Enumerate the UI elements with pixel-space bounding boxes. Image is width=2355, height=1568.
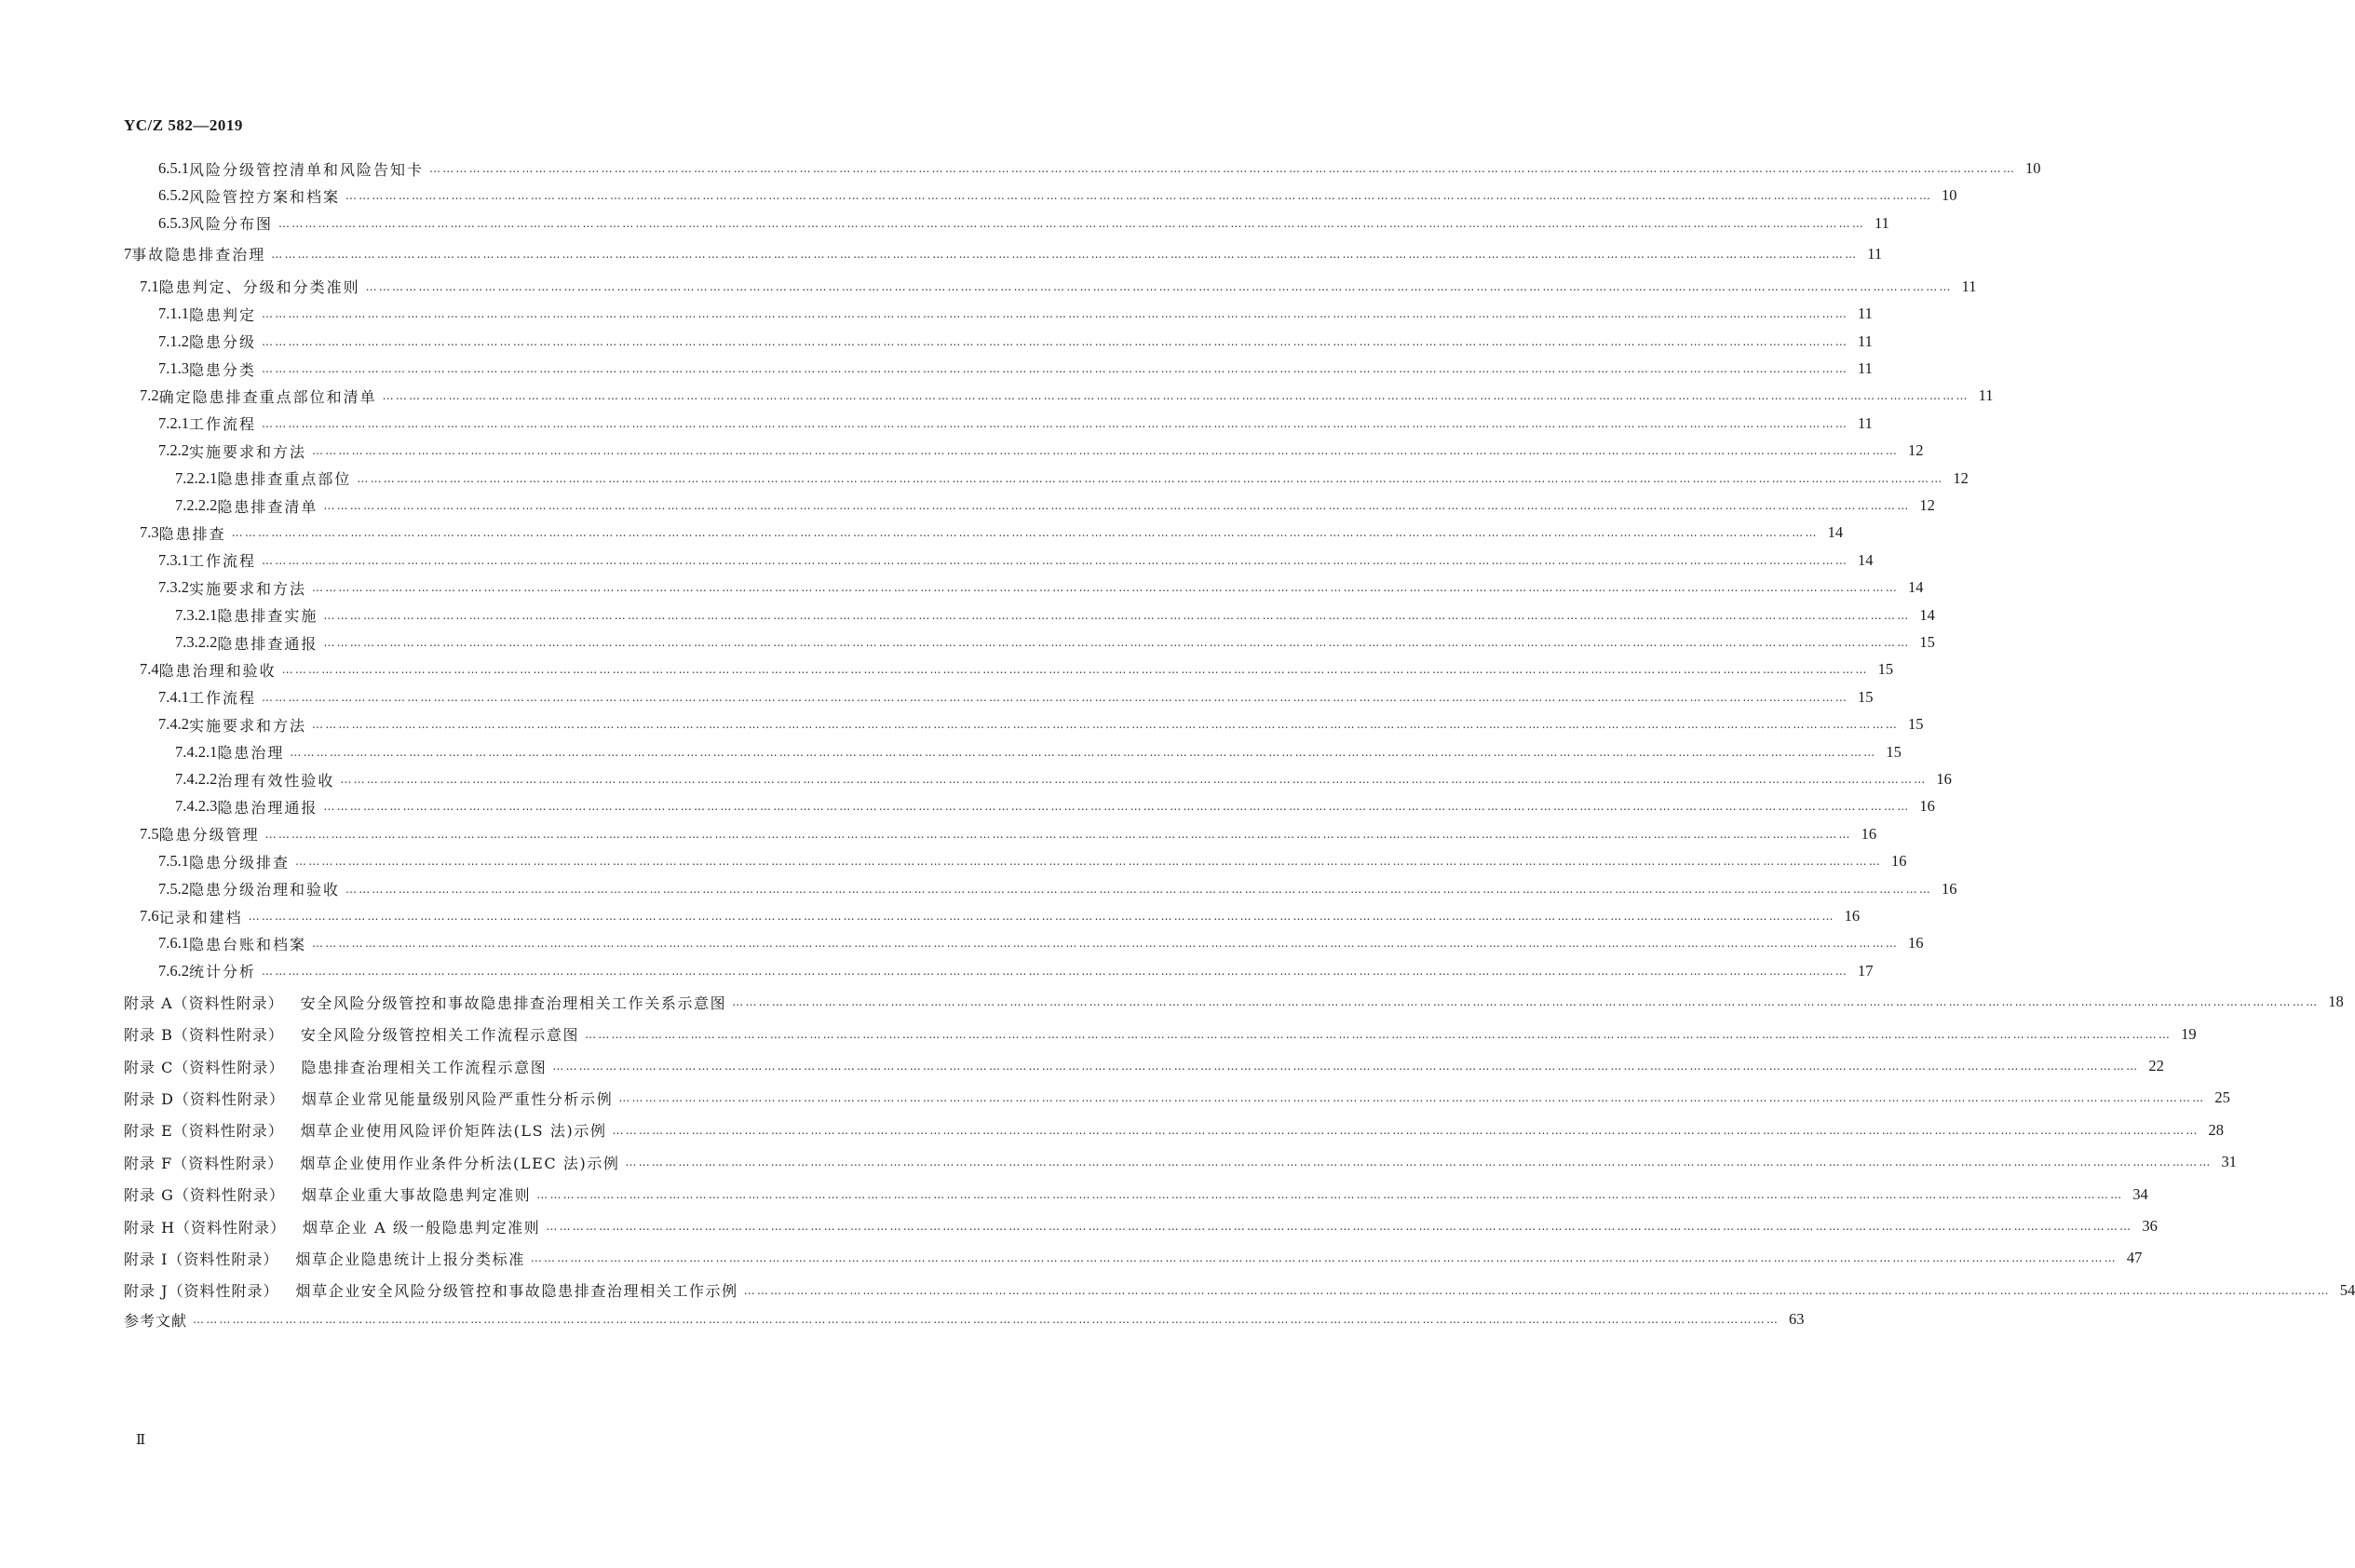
appendix-entry[interactable]	[124, 1183, 2148, 1207]
dot-leader: ………………………………………………………………………………………………………………………………………………………………………………………………………………………………………………………………………………………………………………………………	[340, 773, 1928, 786]
appendix-title: 烟草企业 A 级一般隐患判定准则	[303, 1218, 541, 1237]
toc-entry-number: 7.2.1	[158, 413, 189, 432]
dot-leader: ………………………………………………………………………………………………………………………………………………………………………………………………………………………………………………………………………………………………………………………………	[546, 1220, 2133, 1233]
toc-entry-page: 15	[1919, 633, 1935, 651]
toc-entry[interactable]	[140, 657, 1894, 682]
toc-entry-page: 16	[1844, 907, 1861, 925]
toc-entry[interactable]	[140, 384, 1994, 408]
toc-entry-number: 7.4.2.1	[175, 742, 218, 761]
dot-leader: ………………………………………………………………………………………………………………………………………………………………………………………………………………………………………………………………………………………………………………………………	[312, 718, 1900, 732]
dot-leader: ………………………………………………………………………………………………………………………………………………………………………………………………………………………………………………………………………………………………………………………………	[262, 553, 1849, 567]
appendix-entry[interactable]	[124, 1278, 2355, 1303]
toc-entry[interactable]	[175, 794, 1935, 818]
dot-leader: ………………………………………………………………………………………………………………………………………………………………………………………………………………………………………………………………………………………………………………………………	[262, 690, 1849, 704]
toc-entry-title: 隐患治理通报	[217, 798, 318, 817]
toc-entry-number: 7.1.1	[158, 304, 189, 323]
appendix-title: 隐患排查治理相关工作流程示意图	[301, 1058, 548, 1076]
toc-entry[interactable]	[158, 412, 1873, 436]
appendix-label: 附录 F（资料性附录）	[124, 1154, 284, 1172]
toc-entry-title: 事故隐患排查治理	[131, 246, 266, 264]
dot-leader: ………………………………………………………………………………………………………………………………………………………………………………………………………………………………………………………………………………………………………………………………	[345, 189, 1933, 203]
toc-entry-page: 11	[1858, 413, 1873, 432]
dot-leader: ………………………………………………………………………………………………………………………………………………………………………………………………………………………………………………………………………………………………………………………………	[271, 247, 1859, 261]
dot-leader: ………………………………………………………………………………………………………………………………………………………………………………………………………………………………………………………………………………………………………………………………	[625, 1156, 2213, 1169]
toc-entry[interactable]	[158, 330, 1873, 354]
toc-entry-page: 15	[1877, 660, 1894, 679]
toc-entry[interactable]	[124, 242, 1883, 266]
appendix-entry[interactable]	[124, 1086, 2230, 1110]
toc-entry-title: 隐患分级治理和验收	[189, 881, 341, 899]
dot-leader: ………………………………………………………………………………………………………………………………………………………………………………………………………………………………………………………………………………………………………………………………	[357, 471, 1944, 485]
toc-entry-number: 7.4.2.3	[175, 797, 218, 816]
toc-entry-page: 11	[1867, 244, 1883, 263]
appendix-page: 18	[2328, 993, 2344, 1011]
appendix-title: 烟草企业使用风险评价矩阵法(LS 法)示例	[300, 1122, 607, 1141]
toc-entry-number: 7.3	[140, 523, 159, 542]
toc-entry[interactable]	[158, 931, 1924, 955]
appendix-entry[interactable]	[124, 1054, 2164, 1078]
appendix-label: 附录 C（资料性附录）	[124, 1058, 285, 1076]
dot-leader: ………………………………………………………………………………………………………………………………………………………………………………………………………………………………………………………………………………………………………………………………	[295, 855, 1883, 869]
appendix-entry[interactable]	[124, 1118, 2225, 1142]
toc-entry-number: 7.3.2	[158, 578, 189, 597]
toc-entry[interactable]	[158, 575, 1924, 600]
toc-entry-page: 17	[1858, 961, 1874, 980]
toc-entry-title: 隐患排查清单	[217, 497, 318, 516]
toc-entry[interactable]	[175, 740, 1902, 764]
toc-entry-number: 7.3.1	[158, 550, 189, 569]
dot-leader: ………………………………………………………………………………………………………………………………………………………………………………………………………………………………………………………………………………………………………………………………	[278, 216, 1866, 230]
appendix-label: 附录 E（资料性附录）	[124, 1122, 284, 1141]
dot-leader: ………………………………………………………………………………………………………………………………………………………………………………………………………………………………………………………………………………………………………………………………	[365, 279, 1953, 293]
toc-entry-number: 7.6	[140, 907, 159, 925]
toc-entry-page: 16	[1908, 934, 1924, 953]
appendix-title: 烟草企业常见能量级别风险严重性分析示例	[301, 1089, 614, 1108]
toc-entry[interactable]	[158, 211, 1889, 236]
toc-entry-title: 隐患排查	[158, 524, 226, 543]
toc-entry-title: 统计分析	[189, 963, 257, 981]
appendix-page: 28	[2208, 1120, 2225, 1139]
toc-entry-title: 隐患分类	[189, 360, 257, 379]
appendix-entry[interactable]	[124, 990, 2344, 1014]
toc-entry-title: 工作流程	[189, 552, 257, 571]
toc-entry-title: 治理有效性验收	[217, 771, 335, 790]
toc-entry-number: 7.4.2.2	[175, 770, 218, 788]
toc-entry-number: 7.6.1	[158, 934, 189, 953]
toc-entry[interactable]	[158, 357, 1873, 381]
toc-entry[interactable]	[175, 466, 1969, 491]
dot-leader: ………………………………………………………………………………………………………………………………………………………………………………………………………………………………………………………………………………………………………………………………	[312, 937, 1900, 951]
dot-leader: ………………………………………………………………………………………………………………………………………………………………………………………………………………………………………………………………………………………………………………………………	[530, 1251, 2118, 1265]
appendix-title: 烟草企业使用作业条件分析法(LEC 法)示例	[300, 1154, 620, 1172]
toc-entry-number: 7.1.3	[158, 359, 189, 377]
toc-entry-page: 11	[1875, 213, 1889, 232]
appendix-page: 31	[2221, 1153, 2238, 1171]
toc-entry-page: 16	[1936, 770, 1952, 788]
toc-entry-number: 7.2	[140, 386, 159, 405]
toc-entry[interactable]	[158, 156, 2041, 181]
toc-entry-number: 7.3.2.1	[175, 605, 218, 624]
dot-leader: ………………………………………………………………………………………………………………………………………………………………………………………………………………………………………………………………………………………………………………………………	[312, 581, 1900, 595]
appendix-entry[interactable]	[124, 1022, 2197, 1047]
appendix-page: 36	[2142, 1217, 2158, 1235]
appendix-title: 烟草企业安全风险分级管控和事故隐患排查治理相关工作示例	[295, 1282, 738, 1301]
appendix-page: 34	[2132, 1184, 2148, 1203]
toc-entry-number: 7.2.2.1	[175, 468, 218, 487]
dot-leader: ………………………………………………………………………………………………………………………………………………………………………………………………………………………………………………………………………………………………………………………………	[382, 389, 1969, 403]
appendix-title: 烟草企业重大事故隐患判定准则	[301, 1186, 532, 1205]
dot-leader: ………………………………………………………………………………………………………………………………………………………………………………………………………………………………………………………………………………………………………………………………	[323, 800, 1911, 814]
dot-leader: ………………………………………………………………………………………………………………………………………………………………………………………………………………………………………………………………………………………………………………………………	[552, 1060, 2140, 1073]
toc-entry-page: 16	[1942, 879, 1957, 898]
toc-entry-title: 隐患台账和档案	[189, 935, 307, 953]
toc-entry[interactable]	[175, 767, 1952, 791]
toc-entry-page: 11	[1858, 359, 1873, 377]
toc-entry-page: 14	[1908, 578, 1924, 597]
appendix-page: 54	[2339, 1280, 2355, 1299]
toc-entry-title: 隐患判定、分级和分类准则	[158, 278, 360, 297]
toc-entry-title: 实施要求和方法	[189, 579, 307, 598]
appendix-label: 附录 H（资料性附录）	[124, 1218, 287, 1237]
toc-entry-page: 11	[1858, 331, 1873, 350]
toc-entry[interactable]	[175, 603, 1935, 628]
toc-entry-title: 风险分布图	[189, 215, 274, 234]
toc-entry-page: 15	[1908, 715, 1924, 734]
toc-entry-number: 7.2.2.2	[175, 496, 218, 514]
toc-entry[interactable]	[140, 822, 1877, 846]
dot-leader: ………………………………………………………………………………………………………………………………………………………………………………………………………………………………………………………………………………………………………………………………	[262, 416, 1849, 430]
appendix-label: 附录 I（资料性附录）	[124, 1250, 279, 1268]
appendix-label: 附录 G（资料性附录）	[124, 1186, 285, 1205]
toc-entry[interactable]	[158, 183, 1957, 208]
toc-entry-number: 7.5.1	[158, 852, 189, 871]
page-number: Ⅱ	[136, 1433, 146, 1448]
toc-entry[interactable]	[140, 904, 1861, 928]
toc-entry[interactable]	[140, 275, 1977, 299]
toc-entry-page: 15	[1858, 687, 1874, 706]
appendix-entry[interactable]	[124, 1246, 2143, 1270]
toc-entry-page: 11	[1961, 277, 1977, 295]
dot-leader: ………………………………………………………………………………………………………………………………………………………………………………………………………………………………………………………………………………………………………………………………	[429, 162, 2017, 175]
toc-entry-number: 7.1	[140, 277, 159, 295]
toc-entry-title: 隐患分级	[189, 333, 257, 352]
toc-entry-page: 15	[1886, 742, 1902, 761]
appendix-label: 附录 B（资料性附录）	[124, 1026, 284, 1045]
toc-entry-title: 隐患治理和验收	[158, 661, 277, 680]
dot-leader: ………………………………………………………………………………………………………………………………………………………………………………………………………………………………………………………………………………………………………………………………	[618, 1091, 2206, 1105]
appendix-label: 附录 D（资料性附录）	[124, 1089, 285, 1108]
dot-leader: ………………………………………………………………………………………………………………………………………………………………………………………………………………………………………………………………………………………………………………………………	[323, 499, 1911, 512]
dot-leader: ………………………………………………………………………………………………………………………………………………………………………………………………………………………………………………………………………………………………………………………………	[743, 1283, 2331, 1297]
toc-entry-page: 14	[1858, 550, 1874, 569]
toc-entry[interactable]	[175, 493, 1935, 518]
toc-entry-title: 风险管控方案和档案	[189, 187, 341, 206]
toc-entry[interactable]	[175, 630, 1935, 655]
toc-entry-page: 10	[1942, 186, 1957, 205]
toc-entry-page: 12	[1908, 441, 1924, 460]
references-page: 63	[1789, 1310, 1805, 1329]
dot-leader: ………………………………………………………………………………………………………………………………………………………………………………………………………………………………………………………………………………………………………………………………	[281, 663, 1869, 677]
toc-entry-number: 7.2.2	[158, 441, 189, 460]
references-title: 参考文献	[124, 1311, 188, 1330]
dot-leader: ………………………………………………………………………………………………………………………………………………………………………………………………………………………………………………………………………………………………………………………………	[262, 964, 1849, 978]
appendix-entry[interactable]	[124, 1214, 2158, 1238]
dot-leader: ………………………………………………………………………………………………………………………………………………………………………………………………………………………………………………………………………………………………………………………………	[536, 1187, 2124, 1201]
dot-leader: ………………………………………………………………………………………………………………………………………………………………………………………………………………………………………………………………………………………………………………………………	[345, 882, 1933, 896]
appendix-page: 25	[2214, 1088, 2230, 1107]
toc-entry-number: 6.5.2	[158, 186, 189, 205]
toc-entry-page: 10	[2025, 159, 2041, 177]
toc-entry-title: 隐患判定	[189, 305, 257, 324]
dot-leader: ………………………………………………………………………………………………………………………………………………………………………………………………………………………………………………………………………………………………………………………………	[262, 334, 1849, 348]
toc-entry-title: 隐患排查重点部位	[217, 470, 352, 489]
toc-entry[interactable]	[158, 712, 1924, 737]
toc-entry-number: 7	[124, 244, 132, 263]
dot-leader: ………………………………………………………………………………………………………………………………………………………………………………………………………………………………………………………………………………………………………………………………	[264, 827, 1852, 841]
appendix-page: 19	[2181, 1024, 2197, 1043]
toc-entry-number: 6.5.3	[158, 213, 189, 232]
toc-entry-page: 14	[1827, 523, 1844, 542]
toc-entry-page: 16	[1861, 824, 1877, 843]
toc-entry-page: 16	[1891, 852, 1907, 871]
toc-entry-page: 14	[1919, 605, 1935, 624]
toc-entry-title: 工作流程	[189, 689, 257, 708]
toc-entry[interactable]	[158, 439, 1924, 463]
appendix-entry[interactable]	[124, 1150, 2238, 1174]
toc-entry-number: 6.5.1	[158, 159, 189, 177]
dot-leader: ………………………………………………………………………………………………………………………………………………………………………………………………………………………………………………………………………………………………………………………………	[231, 526, 1819, 540]
toc-entry-number: 7.6.2	[158, 961, 189, 980]
dot-leader: ………………………………………………………………………………………………………………………………………………………………………………………………………………………………………………………………………………………………………………………………	[732, 995, 2320, 1009]
dot-leader: ………………………………………………………………………………………………………………………………………………………………………………………………………………………………………………………………………………………………………………………………	[323, 608, 1911, 622]
toc-entry-page: 11	[1858, 304, 1873, 323]
dot-leader: ………………………………………………………………………………………………………………………………………………………………………………………………………………………………………………………………………………………………………………………………	[248, 910, 1835, 923]
appendix-title: 烟草企业隐患统计上报分类标准	[295, 1250, 525, 1268]
toc-entry-title: 记录和建档	[158, 908, 243, 926]
toc-entry-title: 隐患排查实施	[217, 607, 318, 626]
toc-entry-title: 隐患排查通报	[217, 634, 318, 653]
appendix-title: 安全风险分级管控相关工作流程示意图	[300, 1026, 580, 1045]
toc-entry-number: 7.4	[140, 660, 159, 679]
toc-entry-page: 12	[1953, 468, 1969, 487]
appendix-label: 附录 J（资料性附录）	[124, 1282, 279, 1301]
toc-entry-title: 实施要求和方法	[189, 442, 307, 461]
dot-leader: ………………………………………………………………………………………………………………………………………………………………………………………………………………………………………………………………………………………………………………………………	[290, 745, 1877, 759]
toc-entry-title: 风险分级管控清单和风险告知卡	[189, 160, 425, 179]
toc-entry[interactable]	[158, 548, 1874, 573]
standard-code: YC/Z 582—2019	[124, 116, 243, 134]
toc-entry-number: 7.3.2.2	[175, 633, 218, 651]
toc-entry-page: 16	[1919, 797, 1935, 816]
toc-entry-number: 7.4.2	[158, 715, 189, 734]
toc-entry-title: 确定隐患排查重点部位和清单	[158, 387, 377, 406]
dot-leader: ………………………………………………………………………………………………………………………………………………………………………………………………………………………………………………………………………………………………………………………………	[585, 1027, 2172, 1041]
toc-entry[interactable]	[158, 849, 1907, 873]
toc-entry-title: 隐患治理	[217, 744, 285, 763]
dot-leader: ………………………………………………………………………………………………………………………………………………………………………………………………………………………………………………………………………………………………………………………………	[323, 636, 1911, 649]
toc-entry[interactable]	[158, 685, 1874, 710]
toc-entry-title: 实施要求和方法	[189, 716, 307, 735]
toc-entry-page: 12	[1919, 496, 1935, 514]
toc-entry-title: 隐患分级排查	[189, 853, 291, 872]
dot-leader: ………………………………………………………………………………………………………………………………………………………………………………………………………………………………………………………………………………………………………………………………	[193, 1313, 1780, 1327]
references-entry[interactable]	[124, 1307, 1805, 1331]
appendix-label: 附录 A（资料性附录）	[124, 994, 284, 1012]
toc-entry[interactable]	[158, 302, 1873, 326]
dot-leader: ………………………………………………………………………………………………………………………………………………………………………………………………………………………………………………………………………………………………………………………………	[262, 362, 1849, 375]
dot-leader: ………………………………………………………………………………………………………………………………………………………………………………………………………………………………………………………………………………………………………………………………	[312, 444, 1900, 458]
toc-entry-title: 工作流程	[189, 415, 257, 434]
dot-leader: ………………………………………………………………………………………………………………………………………………………………………………………………………………………………………………………………………………………………………………………………	[612, 1123, 2199, 1137]
toc-entry-number: 7.4.1	[158, 687, 189, 706]
toc-entry-number: 7.5	[140, 824, 159, 843]
toc-entry[interactable]	[158, 877, 1957, 901]
toc-entry[interactable]	[140, 520, 1844, 545]
appendix-page: 47	[2126, 1249, 2143, 1267]
dot-leader: ………………………………………………………………………………………………………………………………………………………………………………………………………………………………………………………………………………………………………………………………	[262, 307, 1849, 321]
appendix-title: 安全风险分级管控和事故隐患排查治理相关工作关系示意图	[300, 994, 727, 1012]
toc-entry-page: 11	[1978, 386, 1994, 405]
toc-entry[interactable]	[158, 959, 1874, 983]
appendix-page: 22	[2148, 1057, 2164, 1075]
toc-entry-number: 7.1.2	[158, 331, 189, 350]
toc-entry-number: 7.5.2	[158, 879, 189, 898]
toc-entry-title: 隐患分级管理	[158, 826, 260, 845]
